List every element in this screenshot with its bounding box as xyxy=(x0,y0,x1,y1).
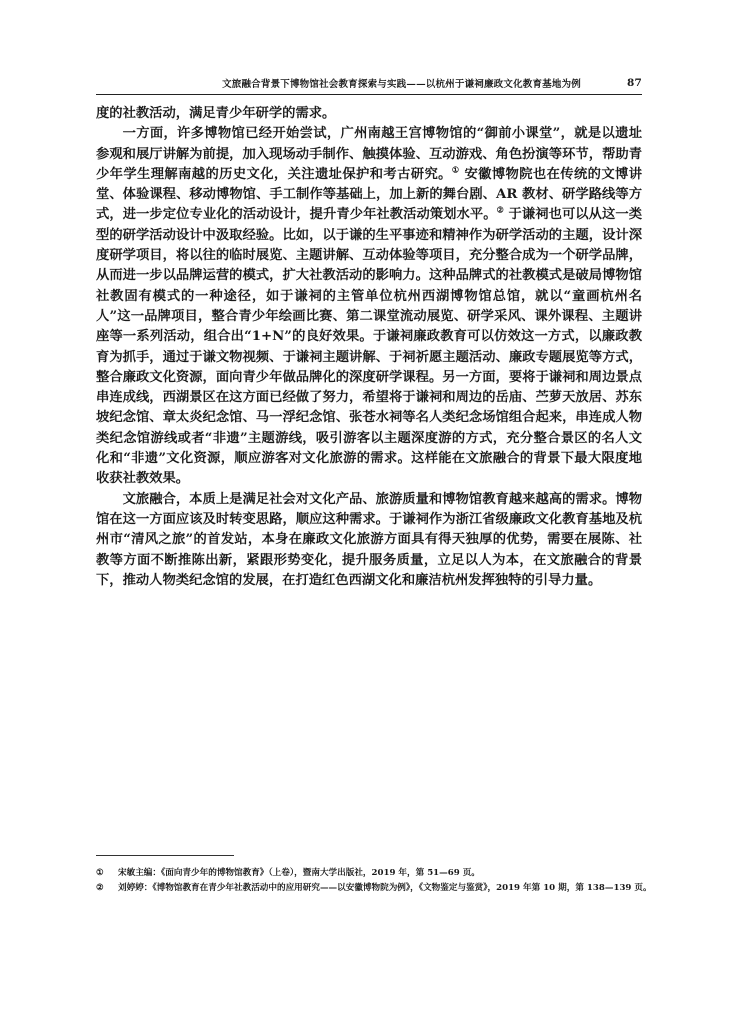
footnote-text: 刘婷婷：《博物馆教育在青少年社教活动中的应用研究——以安徽博物院为例》，《文物鉴定与鉴赏》，2019 年第 10 期，第 138—139 页。 xyxy=(118,883,652,893)
footnote-1 xyxy=(96,866,642,881)
running-header xyxy=(96,74,642,92)
footnote-text: 宋敏主编：《面向青少年的博物馆教育》（上卷），暨南大学出版社，2019 年，第 51—69 页。 xyxy=(118,868,480,878)
footnote-mark: ① xyxy=(96,868,104,878)
page-number: 87 xyxy=(626,77,642,89)
footnote-mark: ② xyxy=(96,883,104,893)
footnote-rule xyxy=(96,855,234,856)
footnote-ref-2[interactable]: ② xyxy=(496,205,504,216)
footnote-ref-1[interactable]: ① xyxy=(451,164,460,175)
footnotes xyxy=(96,866,652,896)
paragraph-1: 度的社教活动，满足青少年研学的需求。 xyxy=(96,106,336,121)
header-rule xyxy=(96,94,642,95)
footnote-2 xyxy=(96,881,652,896)
paragraph-3: 文旅融合，本质上是满足社会对文化产品、旅游质量和博物馆教育越来越高的需求。博物馆在这一方面应该及时转变思路，顺应这种需求。于谦祠作为浙江省级廉政文化教育基地及杭州市“清风之旅”的首发站，本身在廉政文化旅游方面具有得天独厚的优势，需要在展陈、社教等方面不断推陈出新，紧跟形势变化，提升服务质量，立足以人为本，在文旅融合的背景下，推动人物类纪念馆的发展，在打造红色西湖文化和廉洁杭州发挥独特的引导力量。 xyxy=(96,491,642,588)
running-title: 文旅融合背景下博物馆社会教育探索与实践——以杭州于谦祠廉政文化教育基地为例 xyxy=(222,79,581,90)
paragraph-2: 一方面，许多博物馆已经开始尝试，广州南越王宫博物馆的“御前小课堂”，就是以遗址参观和展厅讲解为前提，加入现场动手制作、触摸体验、互动游戏、角色扮演等环节，帮助青少年学生理解南越的历史文化，关注遗址保护和考古研究。① 安徽博物院也在传统的文博讲堂、体验课程、移动博物馆、手工制作等基础上，加上新的舞台剧、AR 教材、研学路线等方式，进一步定位专业化的活动设计，提升青少年社教活动策划水平。② 于谦祠也可以从这一类型的研学活动设计中汲取经验。比如，以于谦的生平事迹和精神作为研学活动的主题，设计深度研学项目，将以往的临时展览、主题讲解、互动体验等项目，充分整合成为一个研学品牌，从而进一步以品牌运营的模式，扩大社教活动的影响力。这种品牌式的社教模式是破局博物馆社教固有模式的一种途径，如于谦祠的主管单位杭州西湖博物馆总馆，就以“童画杭州名人”这一品牌项目，整合青少年绘画比赛、第二课堂流动展览、研学采风、课外课程、主题讲座等一系列活动，组合出“1+N”的良好效果。于谦祠廉政教育可以仿效这一方式，以廉政教育为抓手，通过于谦文物视频、于谦祠主题讲解、于祠祈愿主题活动、廉政专题展览等方式，整合廉政文化资源，面向青少年做品牌化的深度研学课程。另一方面，要将于谦祠和周边景点串连成线，西湖景区在这方面已经做了努力，希望将于谦祠和周边的岳庙、苎萝天放居、苏东坡纪念馆、章太炎纪念馆、马一浮纪念馆、张苍水祠等名人类纪念场馆组合起来，串连成人物类纪念馆游线或者“非遗”主题游线，吸引游客以主题深度游的方式，充分整合景区的名人文化和“非遗”文化资源，顺应游客对文化旅游的需求。这样能在文旅融合的背景下最大限度地收获社教效果。 xyxy=(96,126,643,487)
body-text xyxy=(96,104,642,591)
